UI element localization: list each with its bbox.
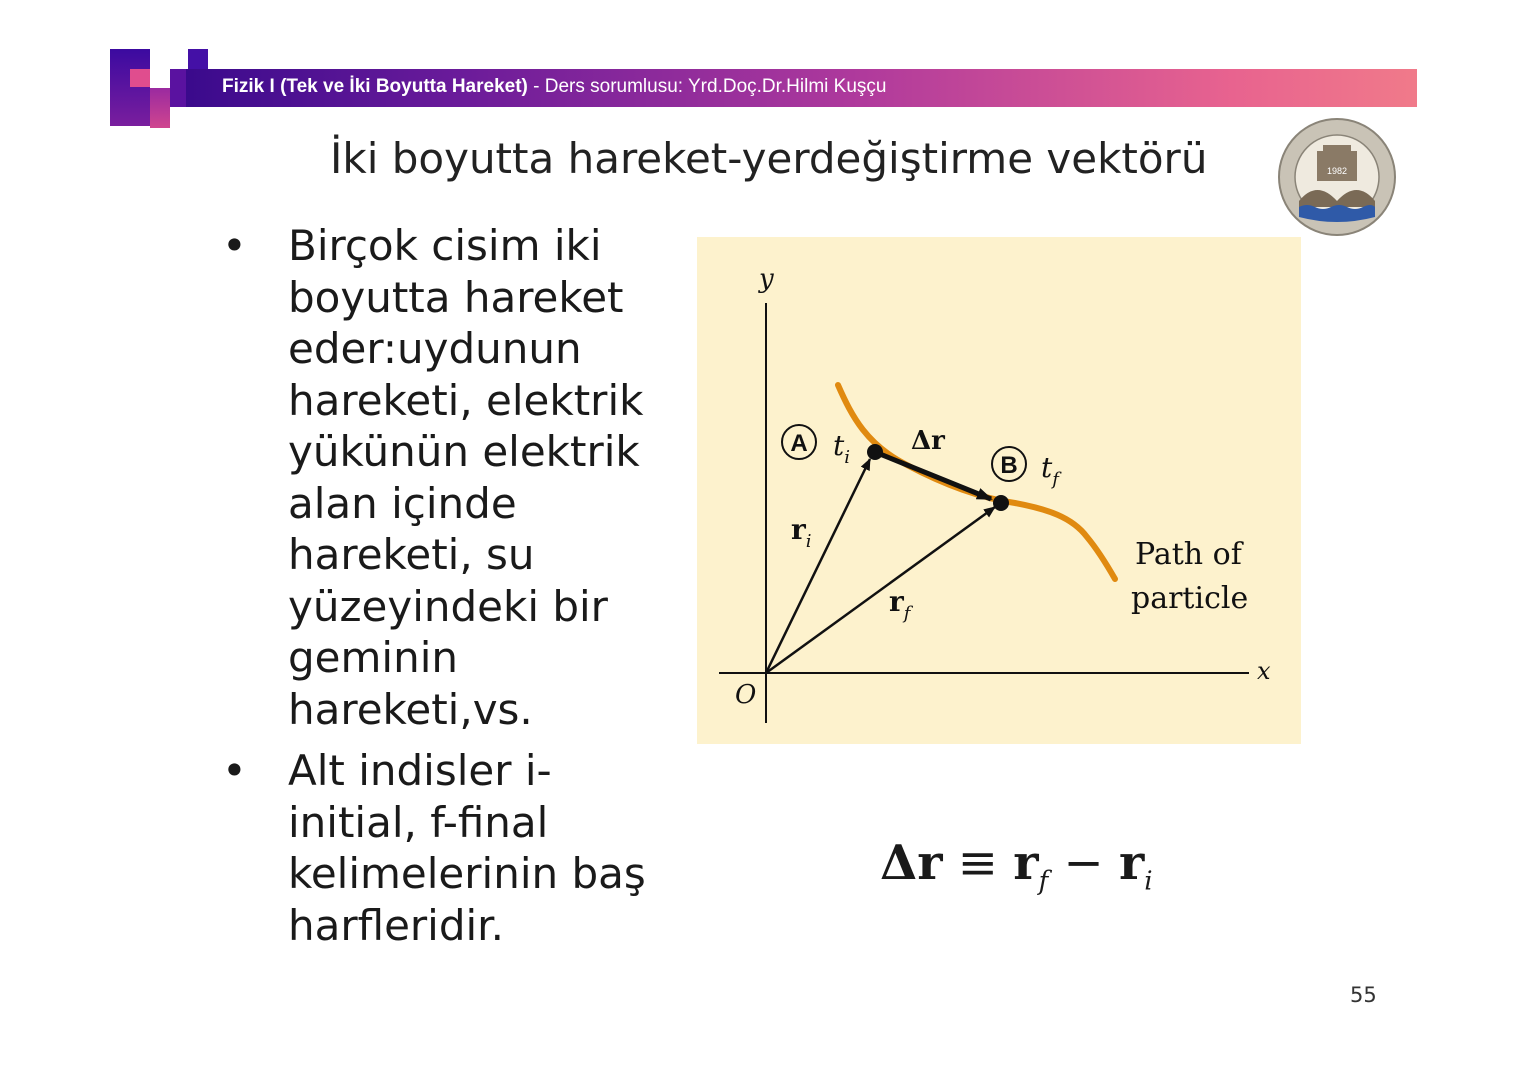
- course-title: Fizik I (Tek ve İki Boyutta Hareket): [222, 76, 528, 97]
- ri-vector: [766, 459, 870, 673]
- path-caption-line1: Path of: [1135, 537, 1242, 572]
- seal-year: 1982: [1326, 166, 1348, 176]
- bullet-text: Birçok cisim iki boyutta hareket eder:uydunun hareketi, elektrik yükünün elektrik alan içinde hareketi, su yüzeyindeki bir geminin hareketi,vs.: [288, 221, 644, 734]
- point-b-dot: [993, 495, 1009, 511]
- decor-square: [110, 49, 150, 126]
- eq-delta-r: Δr: [880, 835, 943, 891]
- bullet-dot: •: [222, 746, 247, 795]
- eq-ri-sub: i: [1144, 866, 1153, 897]
- particle-path: [838, 385, 1115, 579]
- delta-r-label: Δr: [911, 426, 945, 456]
- eq-minus: −: [1063, 835, 1104, 891]
- delta-r-vector: [875, 452, 991, 499]
- decor-square: [150, 88, 170, 128]
- page-number: 55: [1350, 983, 1377, 1007]
- origin-label: O: [735, 680, 757, 710]
- eq-equiv: ≡: [957, 835, 999, 891]
- bullet-list: [222, 220, 662, 951]
- eq-rf-sub: f: [1038, 866, 1049, 897]
- point-b-label: B: [1000, 452, 1018, 479]
- point-a-label: A: [790, 430, 808, 457]
- eq-rf: r: [1013, 835, 1039, 891]
- instructor: - Ders sorumlusu: Yrd.Doç.Dr.Hilmi Kuşçu: [527, 76, 887, 97]
- slide-title: İki boyutta hareket-yerdeğiştirme vektörü: [330, 134, 1208, 183]
- bullet-text: Alt indisler i-initial, f-final kelimelerinin baş harfleridir.: [288, 746, 646, 950]
- eq-ri: r: [1118, 835, 1145, 891]
- decor-square: [130, 69, 150, 87]
- bullet-item: [222, 745, 662, 951]
- bullet-dot: •: [222, 221, 247, 270]
- point-a-dot: [867, 444, 883, 460]
- x-axis-label: x: [1257, 657, 1271, 685]
- header-text: [222, 76, 886, 98]
- university-seal-logo: [1277, 117, 1397, 237]
- decor-square: [188, 49, 208, 69]
- tf-label: $t_f$: [1041, 451, 1059, 490]
- displacement-equation: [880, 835, 1153, 897]
- y-axis-label: y: [759, 264, 774, 294]
- ri-label: $r_i$: [791, 513, 812, 552]
- rf-label: $r_f$: [889, 585, 911, 624]
- bullet-item: [222, 220, 662, 735]
- ti-label: $t_i$: [833, 429, 851, 468]
- displacement-figure: [697, 237, 1301, 744]
- path-caption-line2: particle: [1131, 581, 1249, 616]
